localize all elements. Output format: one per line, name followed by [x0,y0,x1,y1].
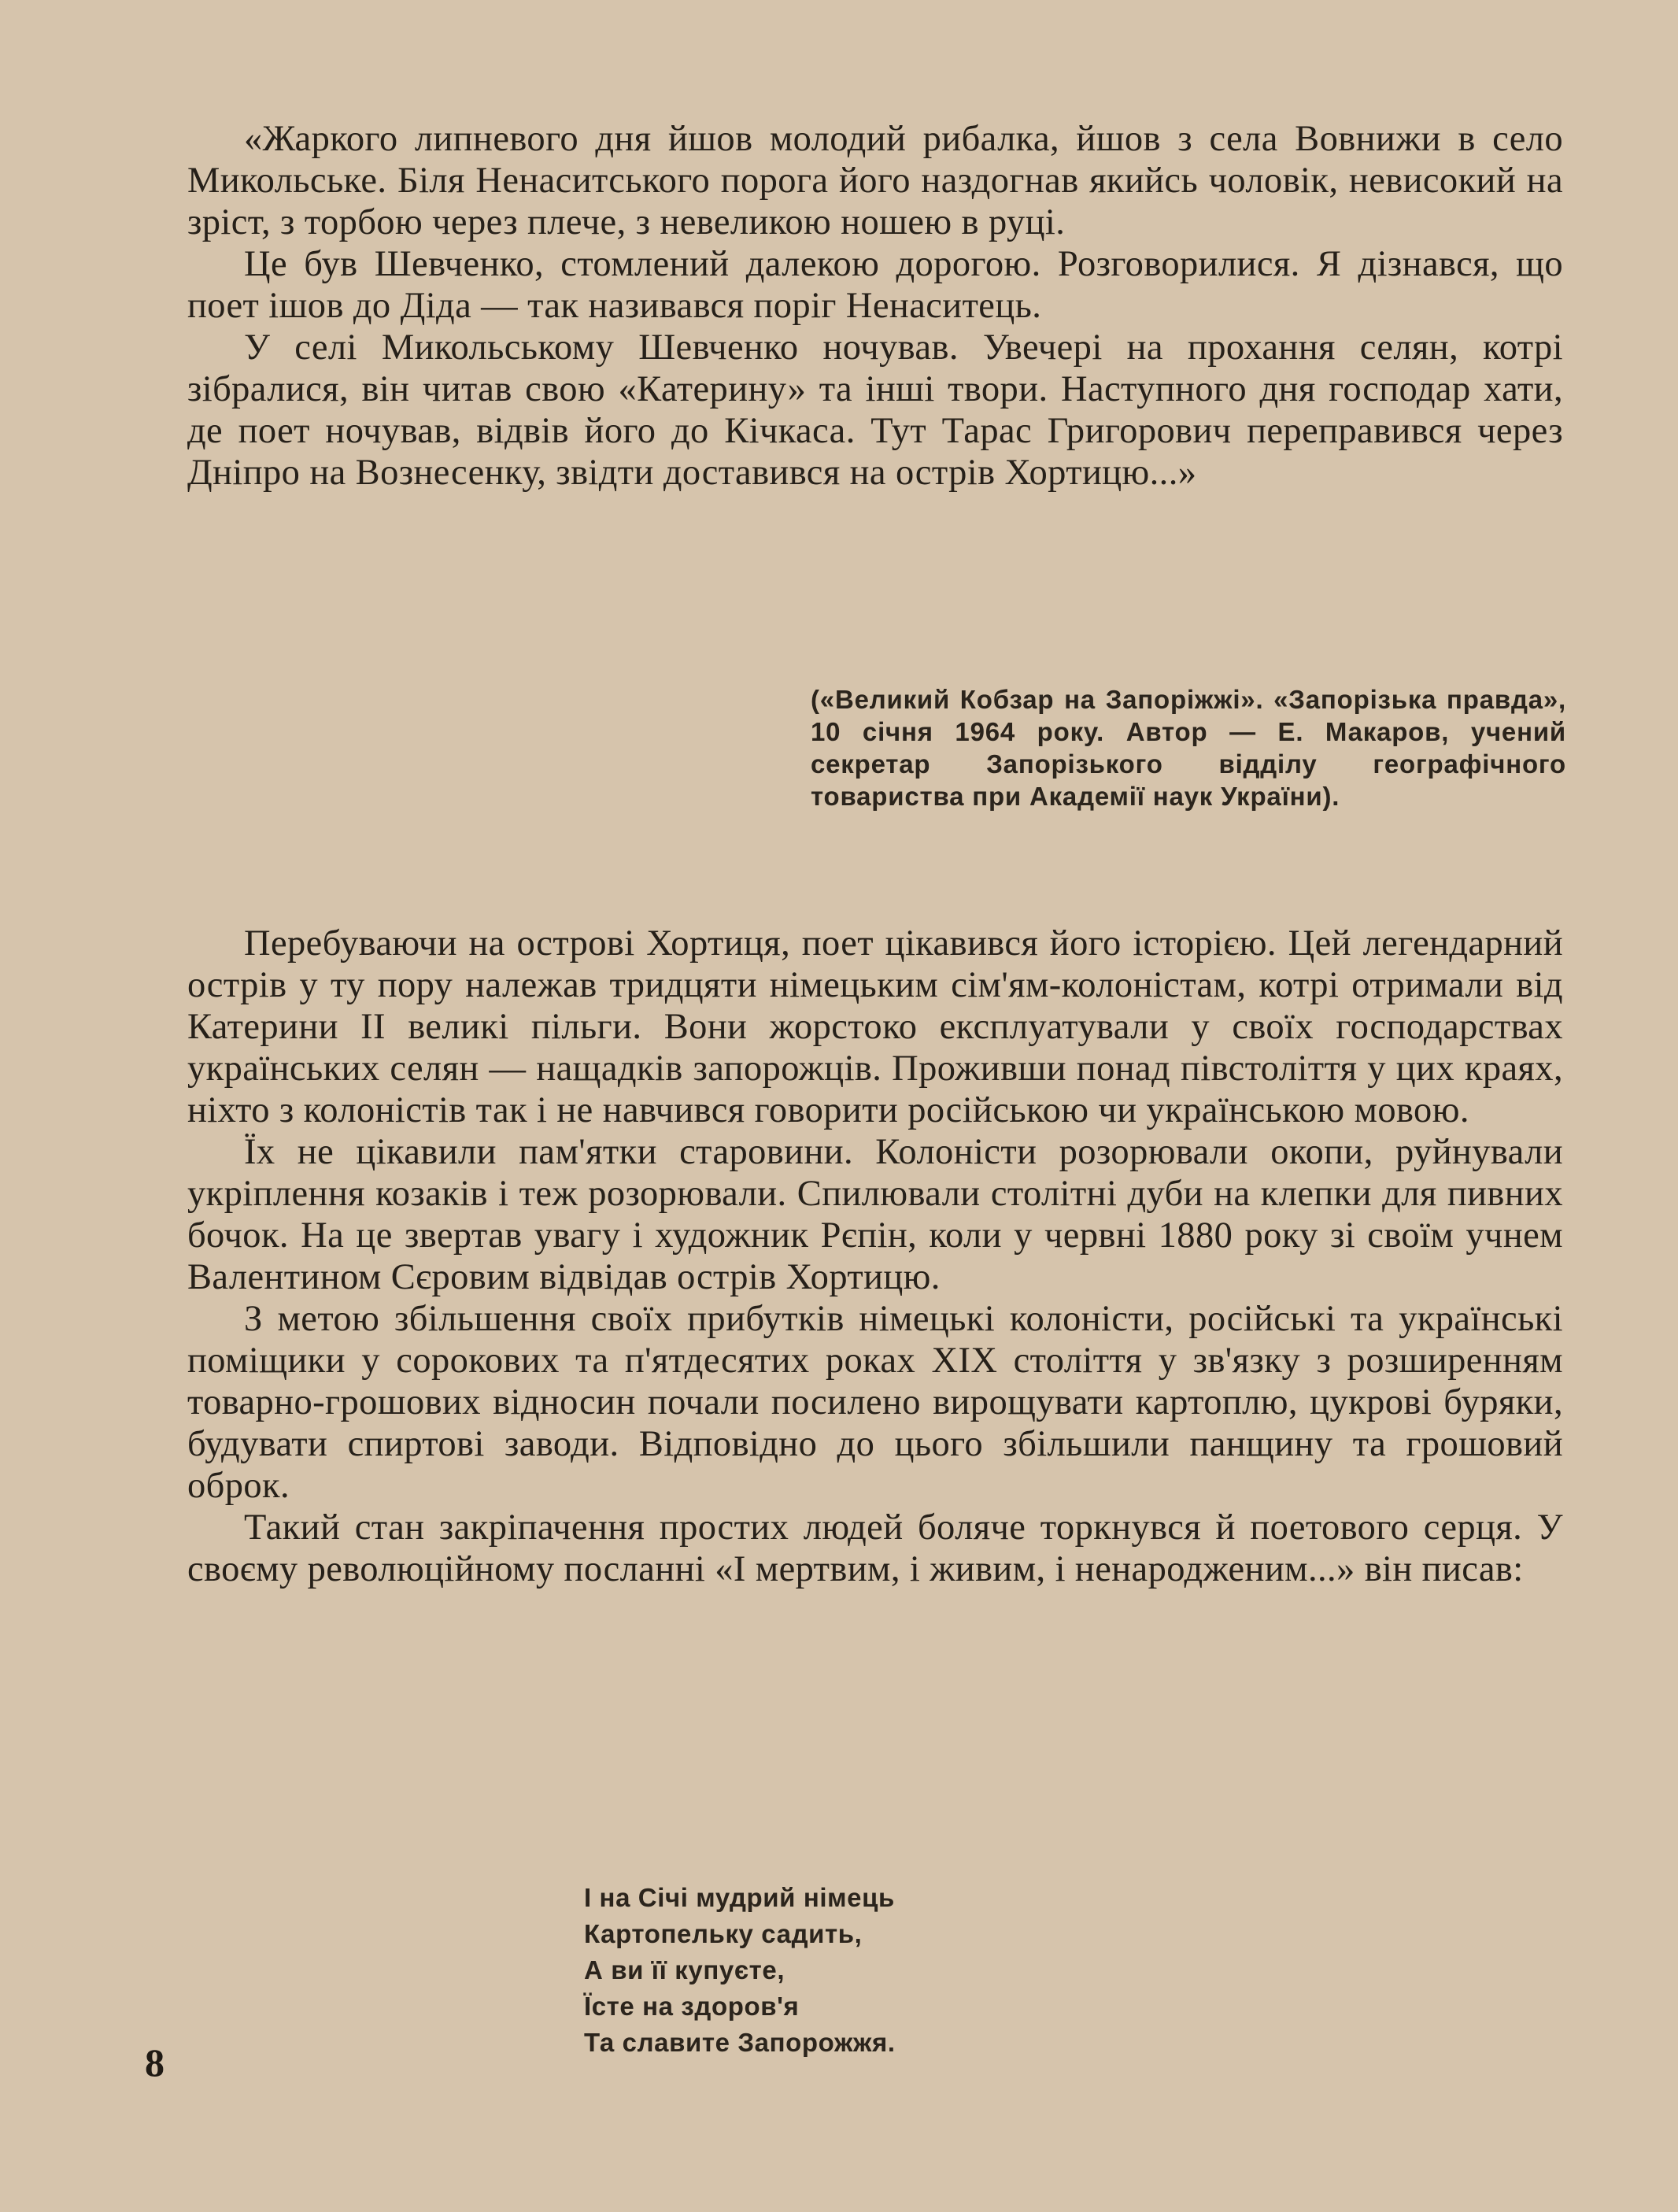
quote-paragraph: «Жаркого липневого дня йшов молодий рибалка, йшов з села Вовнижи в село Микольське. Біля Ненаситського порога його наздогнав якийсь чоловік, невисокий на зріст, з торбою через плече, з невеликою ношею в руці. [187,119,1563,242]
body-paragraph: Перебуваючи на острові Хортиця, поет цікавився його історією. Цей легендарний острів у ту пору належав тридцяти німецьким сім'ям-колоністам, котрі отримали від Катерини II великі пільги. Вони жорстоко експлуатували у своїх господарствах українських селян — нащадків запорожців. Проживши понад півстоліття у цих краях, ніхто з колоністів так і не навчився говорити російською чи українською мовою. [187,923,1563,1130]
main-text-block [187,923,1563,1590]
page-number: 8 [145,2040,164,2084]
poem-line: Їсте на здоров'я [584,1992,800,2021]
body-paragraph: З метою збільшення своїх прибутків німецькі колоністи, російські та українські поміщики у сорокових та п'ятдесятих роках XIX століття у зв'язку з розширенням товарно-грошових відносин почали посилено вирощувати картоплю, цукрові буряки, будувати спиртові заводи. Відповідно до цього збільшили панщину та грошовий оброк. [187,1299,1563,1506]
body-paragraph: Такий стан закріпачення простих людей боляче торкнувся й поетового серця. У своєму революційному посланні «І мертвим, і живим, і ненародженим...» він писав: [187,1507,1563,1589]
poem-line: І на Січі мудрий німець [584,1883,895,1912]
poem-block [584,1880,1135,2061]
poem-line: А ви її купуєте, [584,1955,785,1985]
citation-block [811,683,1566,812]
quote-paragraph: У селі Микольському Шевченко ночував. Увечері на прохання селян, котрі зібралися, він читав свою «Катерину» та інші твори. Наступного дня господар хати, де поет ночував, відвів його до Кічкаса. Тут Тарас Григорович переправився через Дніпро на Вознесенку, звідти доставився на острів Хортицю...» [187,327,1563,493]
poem-line: Картопельку садить, [584,1919,863,1948]
citation-text: («Великий Кобзар на Запоріжжі». «Запорізька правда», 10 січня 1964 року. Автор — Е. Макаров, учений секретар Запорізького відділу географічного товариства при Академії наук України). [811,685,1566,811]
quote-paragraph: Це був Шевченко, стомлений далекою дорогою. Розговорилися. Я дізнався, що поет ішов до Діда — так називався поріг Ненаситець. [187,244,1563,326]
body-paragraph: Їх не цікавили пам'ятки старовини. Колоністи розорювали окопи, руйнували укріплення козаків і теж розорювали. Спилювали столітні дуби на клепки для пивних бочок. На це звертав увагу і художник Рєпін, коли у червні 1880 року зі своїм учнем Валентином Сєровим відвідав острів Хортицю. [187,1132,1563,1297]
quote-block [187,118,1563,494]
poem-line: Та славите Запорожжя. [584,2028,896,2057]
